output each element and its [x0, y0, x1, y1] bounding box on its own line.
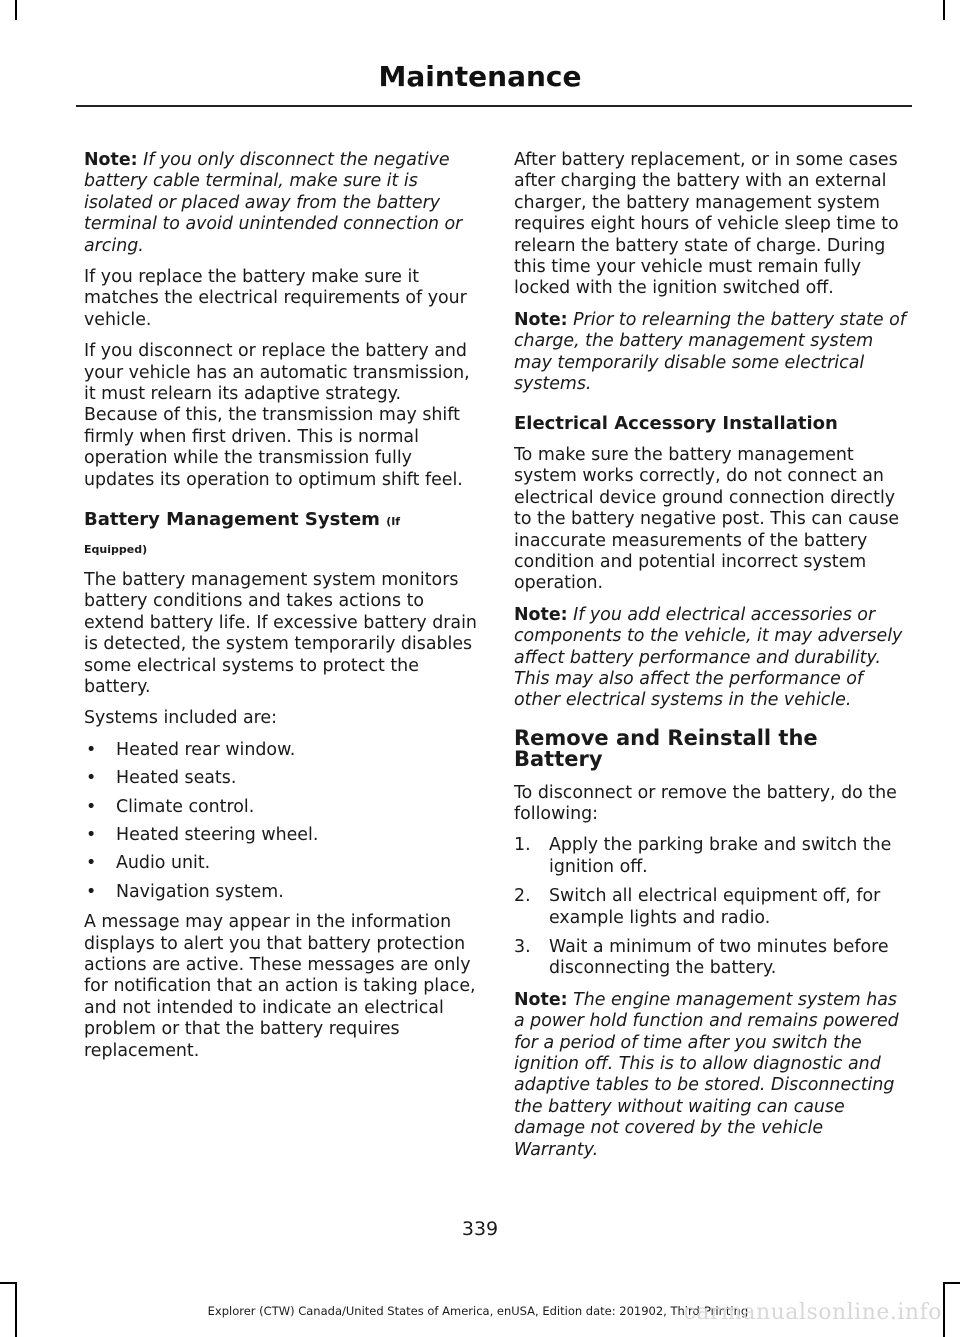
- note-label: Note:: [84, 150, 138, 170]
- list-item: • Climate control.: [84, 797, 478, 818]
- list-item: • Navigation system.: [84, 882, 478, 903]
- paragraph-after-replacement: After battery replacement, or in some cases after charging the battery with an external charger, the battery management system requires eight hours of vehicle sleep time to relearn the battery state of charge. During this time your vehicle must remain fully locked with the ignition switched off.: [514, 150, 899, 299]
- heading-battery-management-system: [84, 509, 478, 560]
- crop-mark-bottom-right-h: [943, 1282, 960, 1284]
- step-number: 1.: [514, 835, 531, 856]
- list-item: [514, 937, 910, 980]
- header-rule: [76, 105, 912, 107]
- heading-electrical-accessory-installation: Electrical Accessory Installation: [514, 413, 838, 435]
- note-text: If you add electrical accessories or components to the vehicle, it may adversely affect battery performance and durability. This may also affect the performance of other electrical systems in the vehicle.: [514, 604, 903, 711]
- list-item: [514, 835, 910, 878]
- systems-list: [84, 740, 478, 903]
- note-label: Note:: [514, 604, 568, 625]
- paragraph-transmission-relearn: If you disconnect or replace the battery and your vehicle has an automatic transmission, it must relearn its adaptive strategy. Because of this, the transmission may shift firmly when first driven. This is normal operation while the transmission fully updates its operation to optimum shift feel.: [84, 341, 470, 490]
- list-item: • Heated rear window.: [84, 740, 478, 761]
- note-text: If you only disconnect the negative battery cable terminal, make sure it is isolated or placed away from the battery terminal to avoid unintended connection or arcing.: [84, 150, 463, 256]
- heading-remove-reinstall-battery: Remove and Reinstall the Battery: [514, 725, 818, 772]
- note-label: Note:: [514, 309, 568, 330]
- edition-footer: Explorer (CTW) Canada/United States of America, enUSA, Edition date: 201902, Third-Printing-: [207, 1304, 753, 1318]
- step-number: 2.: [514, 886, 531, 907]
- page-number: 339: [461, 1218, 499, 1240]
- crop-mark-bottom-left-h: [0, 1282, 17, 1284]
- right-column: [514, 150, 910, 1171]
- step-text: Apply the parking brake and switch the ignition off.: [549, 835, 892, 877]
- heading-text: Battery Management System: [84, 509, 380, 531]
- step-text: Switch all electrical equipment off, for example lights and radio.: [549, 886, 881, 928]
- left-column: [84, 150, 478, 1072]
- paragraph-message-info: A message may appear in the information displays to alert you that battery protection actions are active. These messages are only for notification that an action is taking place, and not intended to indicate an electrical problem or that the battery requires replacement.: [84, 912, 476, 1061]
- list-item: • Heated steering wheel.: [84, 825, 478, 846]
- note-text: The engine management system has a power hold function and remains powered for a period of time after you switch the ignition off. This is to allow diagnostic and adaptive tables to be stored. Disconnecting the battery without waiting can cause damage not covered by the vehicle Warranty.: [514, 989, 899, 1160]
- note-relearning: [514, 310, 910, 396]
- heading-qualifier-line2: Equipped): [84, 542, 148, 556]
- crop-mark-top-right: [943, 0, 945, 20]
- systems-intro: Systems included are:: [84, 708, 277, 729]
- note-label: Note:: [514, 989, 568, 1010]
- paragraph-remove-intro: To disconnect or remove the battery, do the following:: [514, 782, 897, 824]
- steps-list: [514, 835, 910, 979]
- crop-mark-top-left: [15, 0, 17, 20]
- list-item: • Heated seats.: [84, 768, 478, 789]
- note-text: Prior to relearning the battery state of charge, the battery management system may temporarily disable some electrical systems.: [514, 309, 906, 395]
- note-engine-management: [514, 990, 910, 1161]
- watermark: carmanualsonline.info: [683, 1300, 942, 1325]
- list-item: [514, 886, 910, 929]
- note-accessories: [514, 605, 910, 712]
- paragraph-bms-description: The battery management system monitors battery conditions and takes actions to extend battery life. If excessive battery drain is detected, the system temporarily disables some electrical systems to protect the battery.: [84, 569, 477, 697]
- step-text: Wait a minimum of two minutes before disconnecting the battery.: [549, 937, 889, 979]
- paragraph-replace-battery: If you replace the battery make sure it matches the electrical requirements of your vehicle.: [84, 267, 467, 330]
- paragraph-accessory-ground: To make sure the battery management system works correctly, do not connect an electrical device ground connection directly to the battery negative post. This can cause inaccurate measurements of the battery condition and potential incorrect system operation.: [514, 444, 900, 594]
- note-disconnect: [84, 150, 478, 257]
- page-title: Maintenance: [378, 60, 582, 93]
- heading-qualifier: (If: [386, 515, 401, 529]
- list-item: • Audio unit.: [84, 853, 478, 874]
- step-number: 3.: [514, 937, 531, 957]
